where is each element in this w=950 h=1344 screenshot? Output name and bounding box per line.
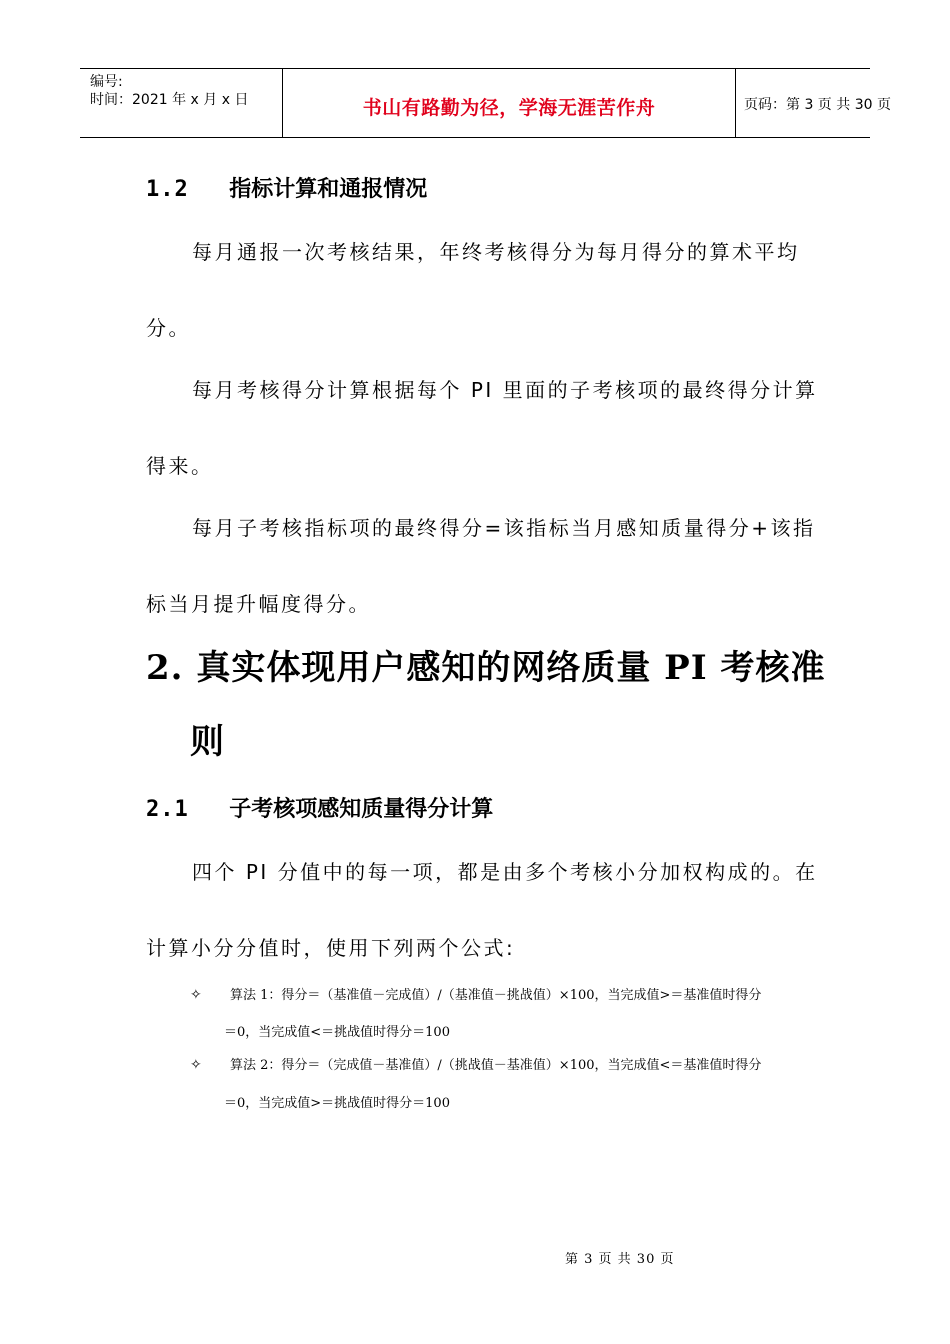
diamond-bullet-icon: ✧: [190, 987, 202, 1003]
section-number: 1.2: [146, 177, 189, 202]
paragraph-line: 分。: [146, 316, 191, 340]
page-footer: 第 3 页 共 30 页: [565, 1252, 675, 1267]
formula-text: 算法 1：得分＝（基准值－完成值）/（基准值－挑战值）×100，当完成值>＝基准值时得分: [230, 988, 762, 1003]
paragraph-line: 每月考核得分计算根据每个 PI 里面的子考核项的最终得分计算: [192, 378, 818, 402]
formula-continuation: ＝0，当完成值<＝挑战值时得分＝100: [224, 1025, 450, 1040]
section-title: 子考核项感知质量得分计算: [229, 797, 494, 822]
document-number-label: 编号:: [90, 74, 123, 90]
paragraph-line: 四个 PI 分值中的每一项，都是由多个考核小分加权构成的。在: [192, 860, 818, 884]
paragraph-line: 每月子考核指标项的最终得分=该指标当月感知质量得分+该指: [192, 516, 816, 540]
section-number: 2.1: [146, 797, 189, 822]
document-date: 时间：2021 年 x 月 x 日: [90, 92, 249, 108]
formula-bullet-1: [190, 984, 761, 1003]
formula-continuation: ＝0，当完成值>＝挑战值时得分＝100: [224, 1096, 450, 1111]
paragraph-line: 每月通报一次考核结果，年终考核得分为每月得分的算术平均: [192, 240, 800, 264]
header-right-cell: [734, 69, 891, 137]
paragraph-line: 得来。: [146, 454, 214, 478]
header-page-info: 页码：第 3 页 共 30 页: [744, 97, 891, 113]
paragraph-line: 标当月提升幅度得分。: [146, 592, 371, 616]
section-2-heading-line1: 2. 真实体现用户感知的网络质量 PI 考核准: [146, 648, 826, 688]
section-title: 指标计算和通报情况: [229, 177, 428, 202]
section-2-heading-line2: 则: [190, 722, 225, 762]
page-header: [80, 68, 891, 138]
header-left-cell: [80, 69, 282, 137]
header-middle-cell: [282, 69, 736, 137]
diamond-bullet-icon: ✧: [190, 1057, 202, 1073]
formula-text: 算法 2：得分＝（完成值－基准值）/（挑战值－基准值）×100，当完成值<＝基准值时得分: [230, 1058, 762, 1073]
header-motto: 书山有路勤为径，学海无涯苦作舟: [362, 97, 656, 119]
section-2-1-heading: [146, 792, 493, 823]
paragraph-line: 计算小分分值时，使用下列两个公式:: [146, 936, 516, 960]
section-1-2-heading: [146, 172, 427, 203]
formula-bullet-2: [190, 1054, 761, 1073]
